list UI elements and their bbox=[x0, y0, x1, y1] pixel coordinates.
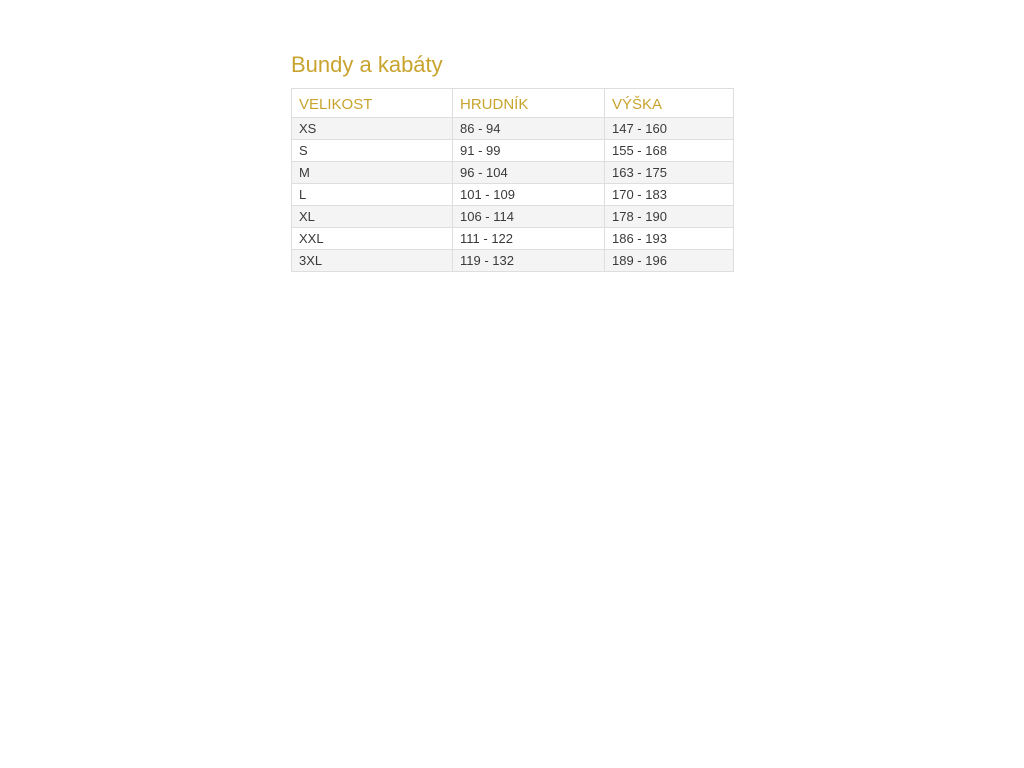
cell-height: 163 - 175 bbox=[605, 162, 734, 184]
cell-chest: 91 - 99 bbox=[453, 140, 605, 162]
cell-size: S bbox=[292, 140, 453, 162]
table-row bbox=[292, 250, 734, 272]
cell-height: 155 - 168 bbox=[605, 140, 734, 162]
header-chest: HRUDNÍK bbox=[453, 89, 605, 118]
cell-chest: 101 - 109 bbox=[453, 184, 605, 206]
table-row bbox=[292, 184, 734, 206]
header-size: VELIKOST bbox=[292, 89, 453, 118]
table-row bbox=[292, 162, 734, 184]
cell-chest: 96 - 104 bbox=[453, 162, 605, 184]
cell-size: XXL bbox=[292, 228, 453, 250]
cell-height: 147 - 160 bbox=[605, 118, 734, 140]
cell-height: 178 - 190 bbox=[605, 206, 734, 228]
size-chart bbox=[291, 52, 733, 272]
cell-chest: 111 - 122 bbox=[453, 228, 605, 250]
cell-size: XL bbox=[292, 206, 453, 228]
table-row bbox=[292, 206, 734, 228]
table-row bbox=[292, 228, 734, 250]
cell-chest: 86 - 94 bbox=[453, 118, 605, 140]
page-title: Bundy a kabáty bbox=[291, 52, 443, 77]
table-header-row bbox=[292, 89, 734, 118]
table-row bbox=[292, 118, 734, 140]
cell-chest: 106 - 114 bbox=[453, 206, 605, 228]
cell-size: M bbox=[292, 162, 453, 184]
header-height: VÝŠKA bbox=[605, 89, 734, 118]
cell-height: 189 - 196 bbox=[605, 250, 734, 272]
size-table bbox=[291, 88, 734, 272]
cell-height: 170 - 183 bbox=[605, 184, 734, 206]
cell-chest: 119 - 132 bbox=[453, 250, 605, 272]
table-row bbox=[292, 140, 734, 162]
cell-height: 186 - 193 bbox=[605, 228, 734, 250]
cell-size: 3XL bbox=[292, 250, 453, 272]
cell-size: L bbox=[292, 184, 453, 206]
cell-size: XS bbox=[292, 118, 453, 140]
